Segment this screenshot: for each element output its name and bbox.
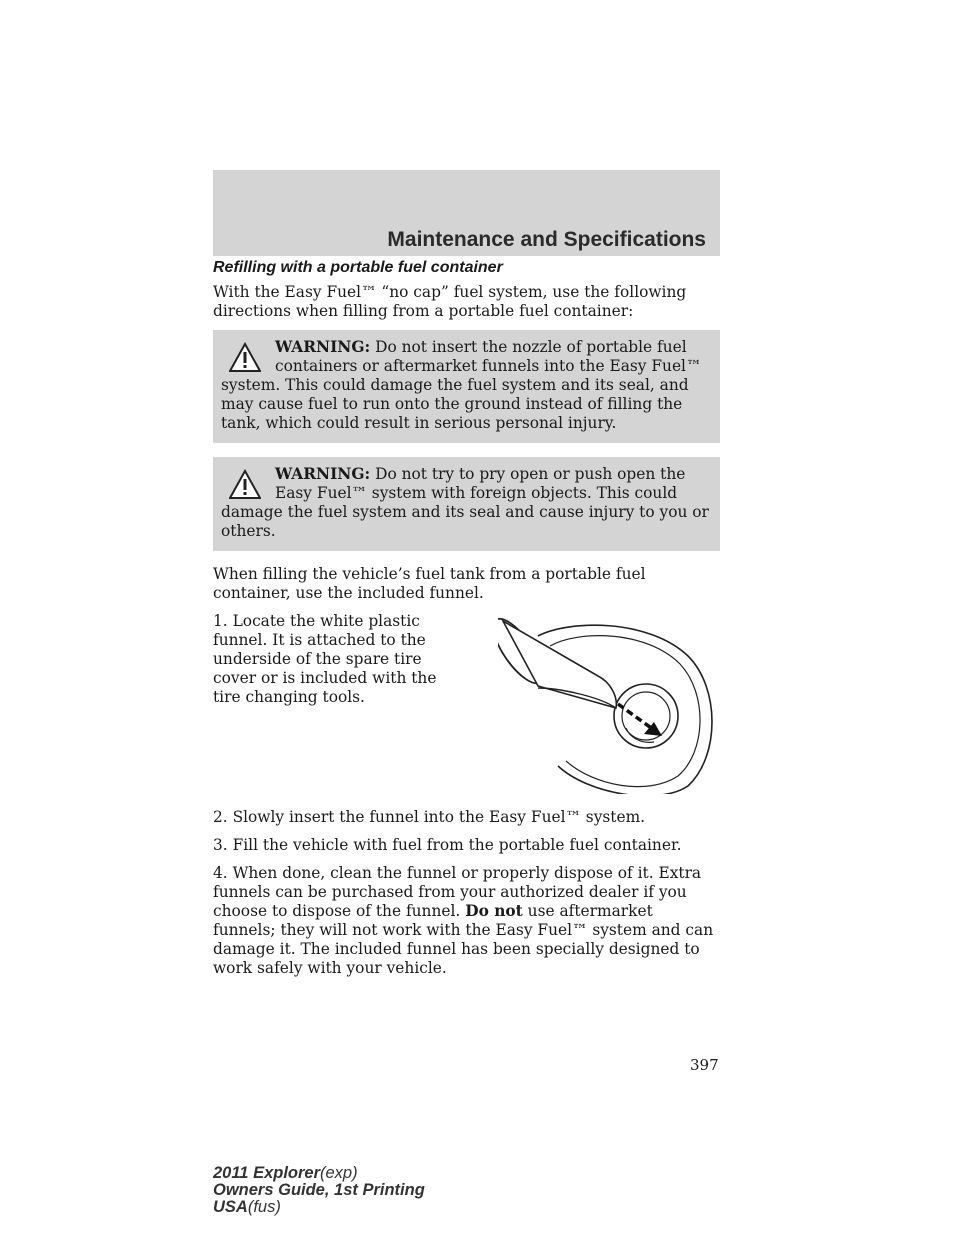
step-4-emphasis: Do not (465, 902, 523, 920)
footer-market-code: (fus) (247, 1198, 281, 1216)
intro-paragraph: With the Easy Fuel™ “no cap” fuel system, use the following directions when filling from a portable fuel container: (213, 283, 687, 320)
warning-box-1 (213, 330, 720, 443)
footer-line-2 (213, 1182, 425, 1199)
step-3: 3. Fill the vehicle with fuel from the portable fuel container. (213, 836, 682, 854)
page-number: 397 (690, 1056, 719, 1074)
warning-triangle-icon (229, 469, 261, 501)
subheading: Refilling with a portable fuel container (213, 259, 503, 276)
warning-label: WARNING: (275, 465, 371, 483)
funnel-paragraph: When filling the vehicle’s fuel tank from a portable fuel container, use the included funnel. (213, 565, 646, 602)
step-1: 1. Locate the white plastic funnel. It is attached to the underside of the spare tire cover or is included with the tire changing tools. (213, 612, 437, 706)
footer-line-3 (213, 1199, 425, 1216)
step-4-rest: use aftermarket funnels; they will not work with the Easy Fuel™ system and can damage it. The included funnel has been specially designed to work safely with your vehicle. (213, 902, 714, 977)
footer-market: USA (213, 1198, 248, 1216)
step-2: 2. Slowly insert the funnel into the Easy Fuel™ system. (213, 808, 646, 826)
warning-text: Do not try to pry open or push open the Easy Fuel™ system with foreign objects. This could damage the fuel system and its seal and cause injury to you or others. (221, 465, 709, 540)
warning-triangle-icon (229, 342, 261, 374)
section-header-band (213, 170, 720, 256)
warning-label: WARNING: (275, 338, 371, 356)
footer-printing: Owners Guide, 1st Printing (213, 1181, 425, 1199)
step-1-row (213, 612, 720, 707)
footer-line-1 (213, 1165, 425, 1182)
step-4 (213, 864, 720, 978)
document-footer (213, 1165, 425, 1216)
funnel-illustration (498, 616, 720, 794)
section-title: Maintenance and Specifications (387, 228, 706, 251)
warning-box-2 (213, 457, 720, 551)
footer-model-code: (exp) (320, 1164, 358, 1182)
step-4-intro: 4. When done, clean the funnel or properly dispose of it. Extra funnels can be purchased from your authorized dealer if you choose to dispose of the funnel. (213, 864, 702, 920)
warning-text: Do not insert the nozzle of portable fuel containers or aftermarket funnels into the Easy Fuel™ system. This could damage the fuel system and its seal, and may cause fuel to run onto the ground instead of filling the tank, which could result in serious personal injury. (221, 338, 702, 432)
footer-model: 2011 Explorer (213, 1164, 321, 1182)
page-content (213, 258, 720, 987)
